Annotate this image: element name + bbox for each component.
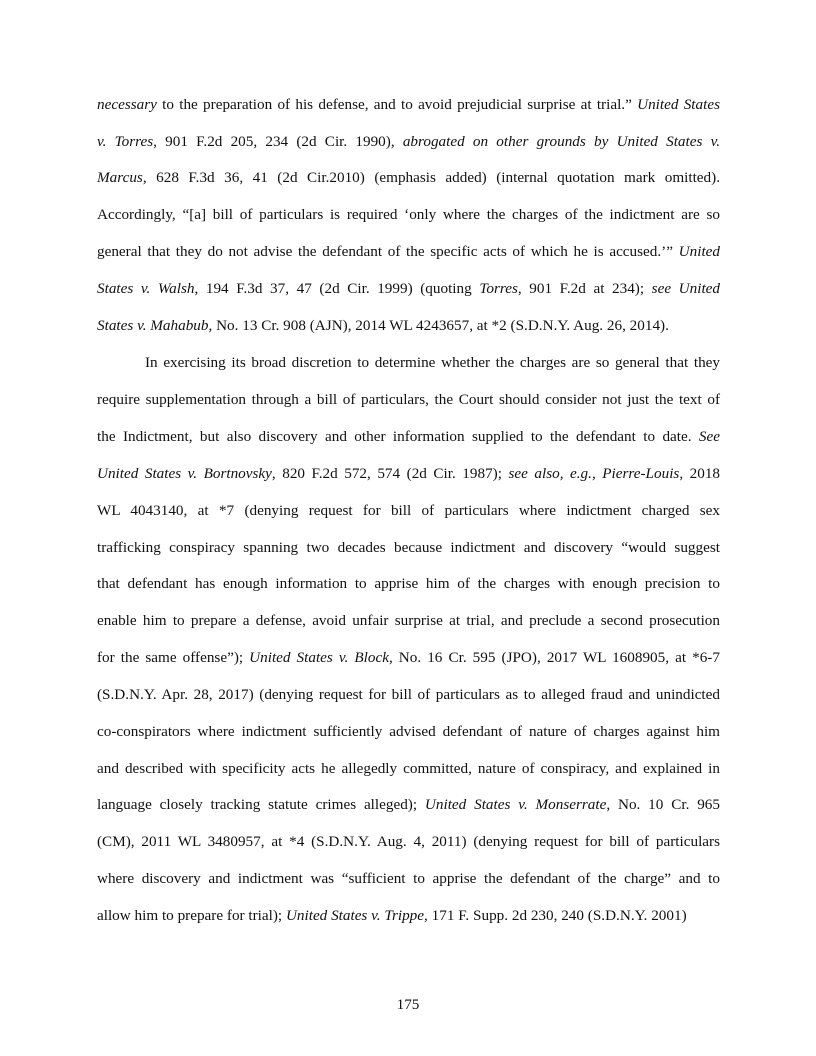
citation-italic: see also, e.g. (508, 465, 592, 482)
text-run: (S.D.N.Y. Apr. 28, 2017) (denying request for bill of particulars as to alleged fraud and unindicted (97, 686, 720, 703)
citation-italic: v. Torres (97, 133, 154, 150)
text-run: language closely tracking statute crimes alleged); (97, 796, 425, 813)
text-run: and described with specificity acts he allegedly committed, nature of conspiracy, and explained in (97, 760, 720, 777)
text-line (97, 794, 720, 816)
text-run: to the preparation of his defense, and to avoid prejudicial surprise at trial.” (156, 96, 638, 113)
text-run: allow him to prepare for trial); (97, 907, 286, 924)
text-run: In exercising its broad discretion to determine whether the charges are so general that they (145, 354, 720, 371)
text-line (97, 610, 720, 632)
text-run: , 820 F.2d 572, 574 (2d Cir. 1987); (271, 465, 509, 482)
citation-italic: Torres (479, 280, 518, 297)
text-run: , No. 10 Cr. 965 (606, 796, 720, 813)
text-line (97, 537, 720, 559)
text-run: Accordingly, “[a] bill of particulars is required ‘only where the charges of the indictment are so (97, 206, 720, 223)
text-line (97, 831, 720, 853)
text-run: , 901 F.2d at 234); (517, 280, 652, 297)
text-run: enable him to prepare a defense, avoid unfair surprise at trial, and preclude a second prosecution (97, 612, 720, 629)
text-run: , 628 F.3d 36, 41 (2d Cir.2010) (emphasis added) (internal quotation mark omitted). (142, 169, 720, 186)
text-run: WL 4043140, at *7 (denying request for bill of particulars where indictment charged sex (97, 502, 720, 519)
text-line (97, 500, 720, 522)
text-run: the Indictment, but also discovery and other information supplied to the defendant to date. (97, 428, 699, 445)
text-run: (CM), 2011 WL 3480957, at *4 (S.D.N.Y. Aug. 4, 2011) (denying request for bill of particulars (97, 833, 720, 850)
text-run: require supplementation through a bill of particulars, the Court should consider not just the text of (97, 391, 720, 408)
citation-italic: United (678, 243, 720, 260)
text-run: general that they do not advise the defendant of the specific acts of which he is accused.’” (97, 243, 679, 260)
citation-italic: See (698, 428, 720, 445)
text-line (97, 241, 720, 263)
citation-italic: United States v. Block (249, 649, 389, 666)
citation-italic: United States (637, 96, 720, 113)
citation-italic: United States v. Bortnovsky (97, 465, 272, 482)
text-line (97, 758, 720, 780)
page-number: 175 (396, 996, 420, 1013)
text-run (608, 133, 616, 150)
text-line (97, 721, 720, 743)
citation-italic: United States v. Trippe (285, 907, 425, 924)
text-line (145, 352, 720, 374)
text-line (97, 868, 720, 890)
citation-italic: abrogated on other grounds by (402, 133, 609, 150)
text-line (97, 389, 720, 411)
citation-italic: necessary (97, 96, 157, 113)
citation-italic: States v. Walsh (97, 280, 195, 297)
citation-italic: see United (651, 280, 720, 297)
text-line (97, 167, 720, 189)
text-run: , (591, 465, 603, 482)
text-line (97, 131, 720, 153)
text-line (97, 905, 720, 927)
text-line (97, 463, 720, 485)
text-line (97, 315, 720, 337)
text-run: where discovery and indictment was “sufficient to apprise the defendant of the charge” and to (97, 870, 720, 887)
text-line (97, 684, 720, 706)
text-run: , 901 F.2d 205, 234 (2d Cir. 1990), (153, 133, 403, 150)
citation-italic: United States v. Monserrate (424, 796, 607, 813)
text-line (97, 278, 720, 300)
text-run: , 171 F. Supp. 2d 230, 240 (S.D.N.Y. 2001) (424, 907, 687, 924)
text-run: , 194 F.3d 37, 47 (2d Cir. 1999) (quoting (194, 280, 480, 297)
text-run: , No. 13 Cr. 908 (AJN), 2014 WL 4243657, at *2 (S.D.N.Y. Aug. 26, 2014). (208, 317, 669, 334)
text-run: that defendant has enough information to apprise him of the charges with enough precision to (97, 575, 720, 592)
citation-italic: United States v. (616, 133, 720, 150)
text-line (97, 647, 720, 669)
text-line (97, 573, 720, 595)
text-run: , 2018 (679, 465, 721, 482)
citation-italic: States v. Mahabub (97, 317, 209, 334)
text-line (97, 204, 720, 226)
text-run: for the same offense”); (97, 649, 250, 666)
text-line (97, 426, 720, 448)
citation-italic: Pierre-Louis (602, 465, 680, 482)
text-run: , No. 16 Cr. 595 (JPO), 2017 WL 1608905, at *6-7 (388, 649, 720, 666)
text-line (97, 94, 720, 116)
citation-italic: Marcus (97, 169, 143, 186)
text-run: trafficking conspiracy spanning two decades because indictment and discovery “would suggest (97, 539, 720, 556)
text-run: co-conspirators where indictment sufficiently advised defendant of nature of charges against him (97, 723, 720, 740)
